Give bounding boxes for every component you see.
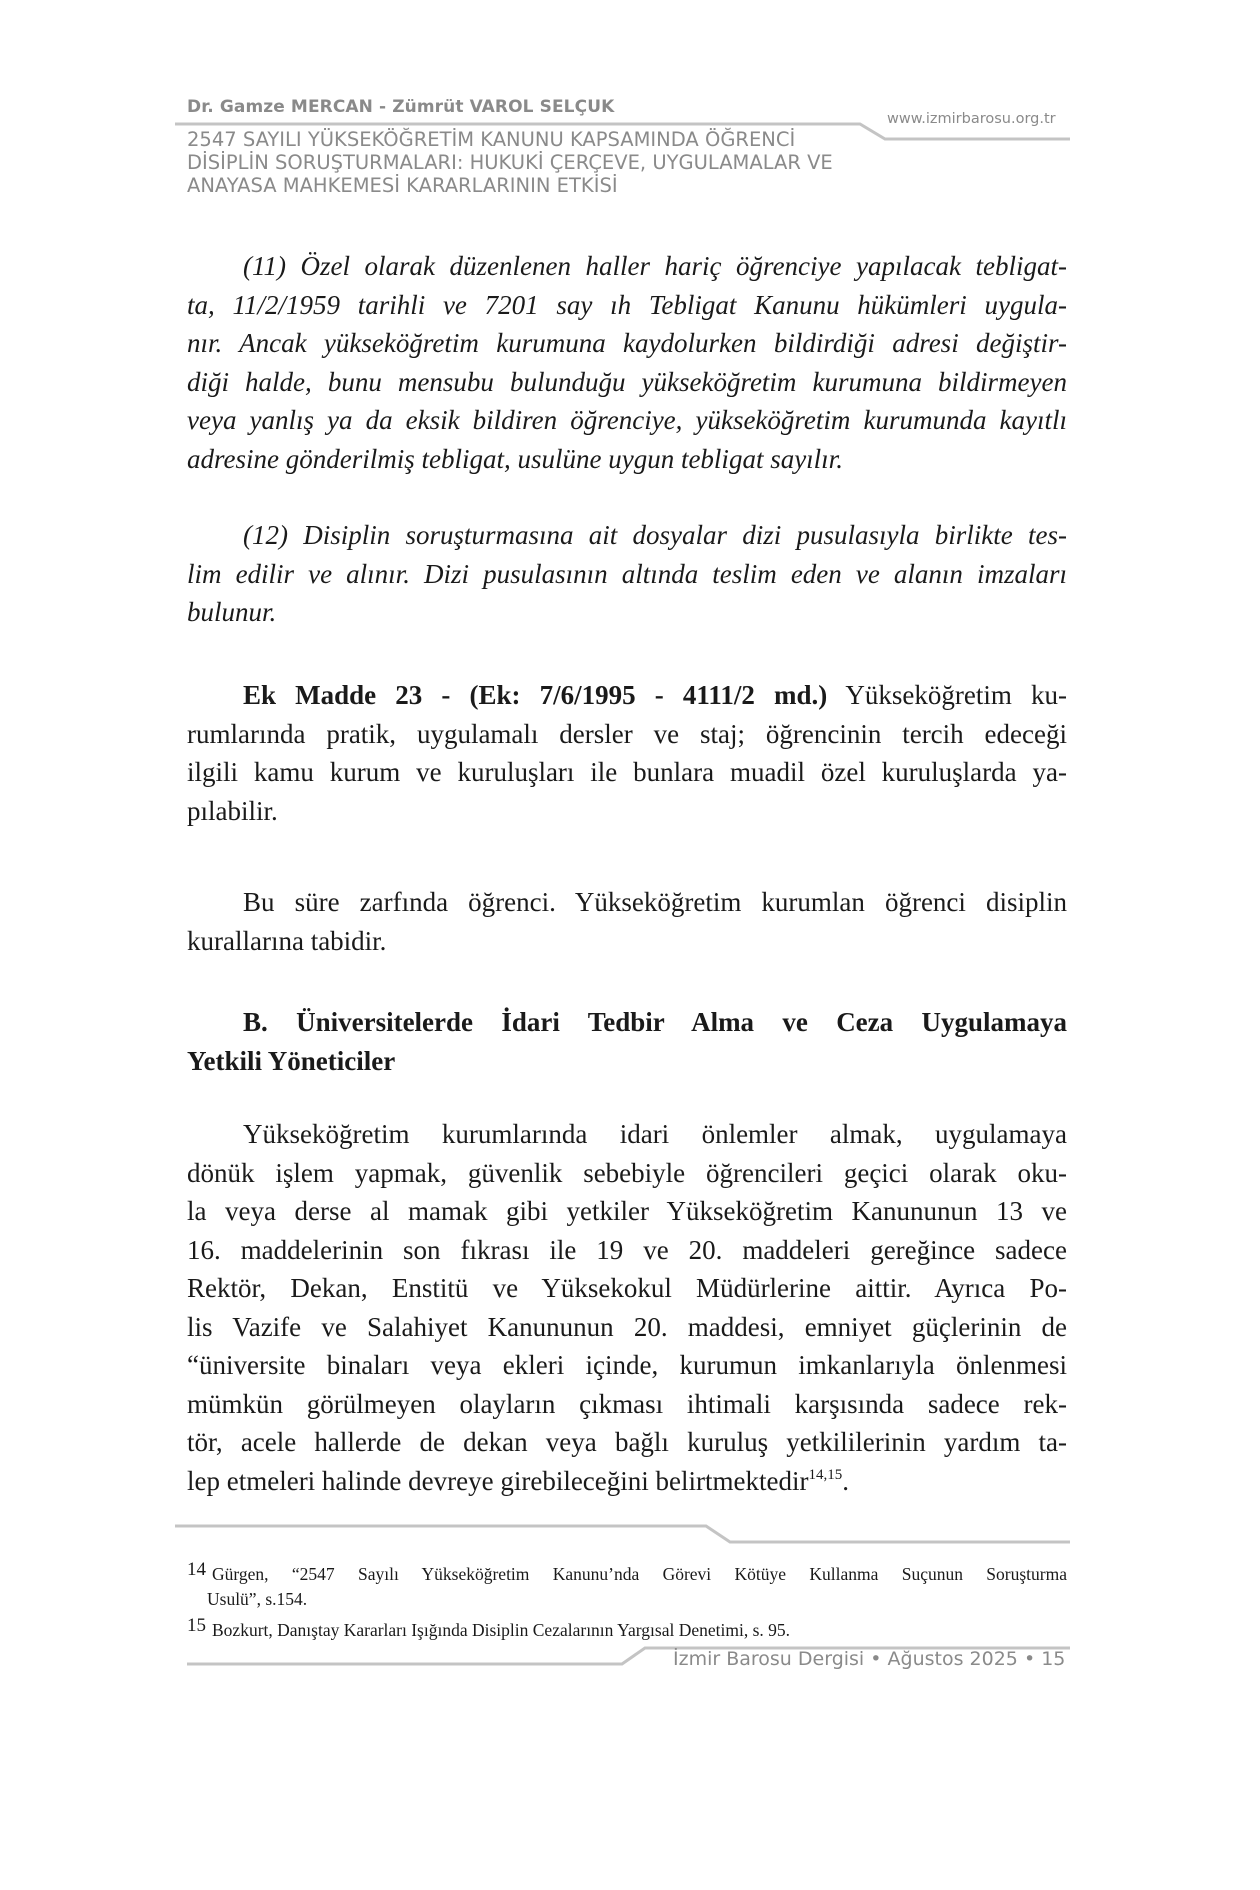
text-line: Bu süre zarfında öğrenci. Yükseköğretim kurumlan öğrenci disiplin xyxy=(243,887,1067,917)
text-line: rumlarında pratik, uygulamalı dersler ve staj; öğrencinin tercih edeceği xyxy=(187,718,1067,749)
header-title-line: DİSİPLİN SORUŞTURMALARI: HUKUKİ ÇERÇEVE, UYGULAMALAR VE xyxy=(187,151,833,174)
text-line: bulunur. xyxy=(187,597,277,627)
footnote-reference[interactable]: 14,15 xyxy=(808,1466,843,1483)
text-line: kurallarına tabidir. xyxy=(187,925,387,956)
page-number: 15 xyxy=(1041,1648,1066,1670)
header-title-line: ANAYASA MAHKEMESİ KARARLARININ ETKİSİ xyxy=(187,174,618,197)
text-line: ta, 11/2/1959 tarihli ve 7201 say ıh Tebligat Kanunu hükümleri uygula- xyxy=(187,289,1067,320)
text-span: lep etmeleri halinde devreye girebileceğini belirtmektedir xyxy=(187,1465,809,1496)
text-line: pılabilir. xyxy=(187,795,278,826)
paragraph-12 xyxy=(187,516,1067,632)
footnote-line: Usulü”, s.154. xyxy=(207,1589,308,1609)
text-line: (11) Özel olarak düzenlenen haller hariç öğrenciye yapılacak tebligat- xyxy=(243,251,1067,281)
header-article-title xyxy=(187,128,887,197)
ek-madde-23-paragraph xyxy=(187,676,1067,830)
text-line: (12) Disiplin soruşturmasına ait dosyalar dizi pusulasıyla birlikte tes- xyxy=(243,520,1067,550)
text-line: Rektör, Dekan, Enstitü ve Yüksekokul Müdürlerine aittir. Ayrıca Po- xyxy=(187,1273,1067,1303)
footnote-line xyxy=(187,1557,1067,1587)
footnote-separator xyxy=(175,1526,1070,1542)
footnote-14 xyxy=(187,1557,1067,1612)
text-span: Yükseköğretim ku- xyxy=(827,680,1067,710)
heading-line: B. Üniversitelerde İdari Tedbir Alma ve Ceza Uygulamaya xyxy=(243,1007,1067,1037)
text-line: lis Vazife ve Salahiyet Kanununun 20. maddesi, emniyet güçlerinin de xyxy=(187,1311,1067,1342)
text-line: mümkün görülmeyen olayların çıkması ihtimali karşısında sadece rek- xyxy=(187,1388,1067,1419)
footnote-15 xyxy=(187,1613,1067,1643)
text-line: diği halde, bunu mensubu bulunduğu yükseköğretim kurumuna bildirmeyen xyxy=(187,366,1067,397)
text-line: Yükseköğretim kurumlarında idari önlemler almak, uygulamaya xyxy=(243,1119,1067,1149)
section-heading-b xyxy=(187,1003,1067,1080)
bullet-separator: • xyxy=(870,1648,882,1670)
header-website-link[interactable]: www.izmirbarosu.org.tr xyxy=(887,111,1056,127)
issue-date: Ağustos 2025 xyxy=(887,1648,1018,1670)
footnote-line xyxy=(187,1613,1067,1643)
footnote-number: 15 xyxy=(187,1615,206,1636)
journal-name: İzmir Barosu Dergisi xyxy=(673,1648,865,1670)
text-line: 16. maddelerinin son fıkrası ile 19 ve 20. maddeleri gereğince sadece xyxy=(187,1234,1067,1265)
page-footer xyxy=(673,1648,1065,1670)
text-line: ilgili kamu kurum ve kuruluşları ile bunlara muadil özel kuruluşlarda ya- xyxy=(187,757,1067,787)
text-line: adresine gönderilmiş tebligat, usulüne uygun tebligat sayılır. xyxy=(187,443,843,474)
text-line: veya yanlış ya da eksik bildiren öğrenciye, yükseköğretim kurumunda kayıtlı xyxy=(187,405,1067,435)
main-paragraph xyxy=(187,1115,1067,1500)
footnote-text: Bozkurt, Danıştay Kararları Işığında Disiplin Cezalarının Yargısal Denetimi, s. 95. xyxy=(212,1620,791,1640)
footnote-number: 14 xyxy=(187,1559,206,1580)
text-line: dönük işlem yapmak, güvenlik sebebiyle öğrencileri geçici olarak oku- xyxy=(187,1157,1067,1188)
text-line xyxy=(187,676,1067,715)
text-line xyxy=(187,1462,1067,1501)
header-title-line: 2547 SAYILI YÜKSEKÖĞRETİM KANUNU KAPSAMINDA ÖĞRENCİ xyxy=(187,128,796,151)
article-reference: Ek Madde 23 - (Ek: 7/6/1995 - 4111/2 md.) xyxy=(243,680,828,710)
paragraph-11 xyxy=(187,247,1067,478)
footnote-text: Gürgen, “2547 Sayılı Yükseköğretim Kanunu’nda Görevi Kötüye Kullanma Suçunun Soruşturma xyxy=(212,1564,1067,1584)
bullet-separator: • xyxy=(1023,1648,1036,1670)
text-line: “üniversite binaları veya ekleri içinde, kurumun imkanlarıyla önlenmesi xyxy=(187,1350,1067,1380)
heading-line: Yetkili Yöneticiler xyxy=(187,1045,396,1076)
text-line: la veya derse al mamak gibi yetkiler Yükseköğretim Kanununun 13 ve xyxy=(187,1196,1067,1226)
sure-paragraph xyxy=(187,883,1067,960)
header-authors: Dr. Gamze MERCAN - Zümrüt VAROL SELÇUK xyxy=(187,97,615,117)
text-span: . xyxy=(842,1465,849,1496)
text-line: lim edilir ve alınır. Dizi pusulasının altında teslim eden ve alanın imzaları xyxy=(187,558,1067,589)
text-line: tör, acele hallerde de dekan veya bağlı kuruluş yetkililerinin yardım ta- xyxy=(187,1427,1067,1457)
text-line: nır. Ancak yükseköğretim kurumuna kaydolurken bildirdiği adresi değiştir- xyxy=(187,328,1067,358)
